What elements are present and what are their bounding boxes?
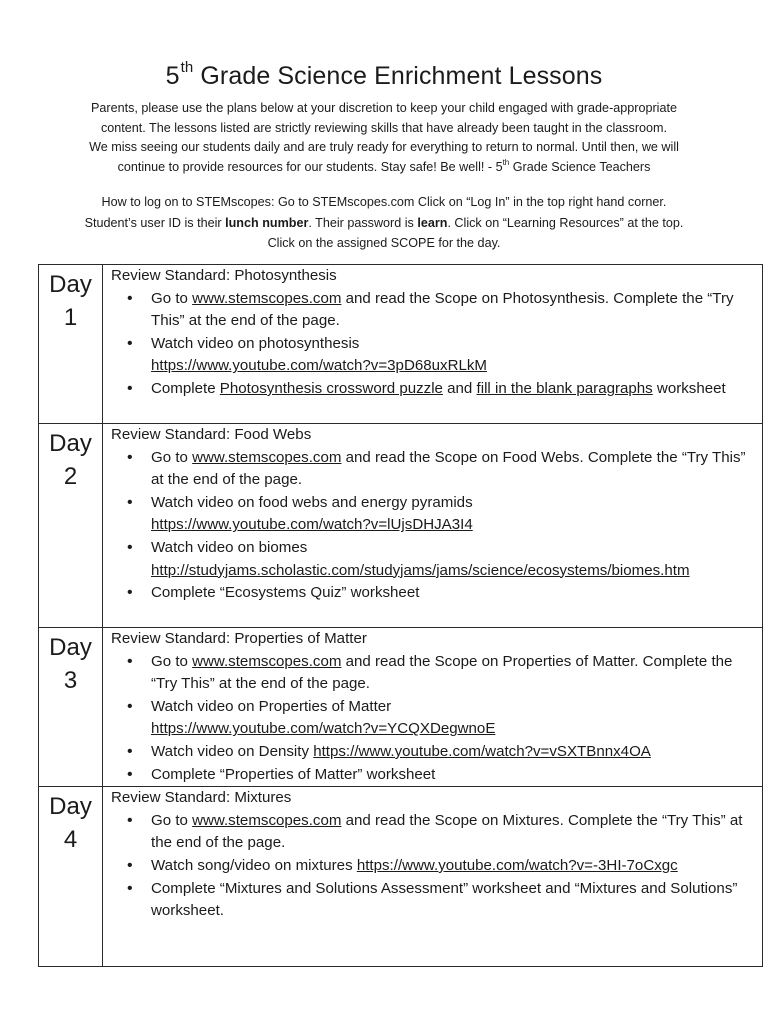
stemscopes-link[interactable]: www.stemscopes.com: [192, 811, 342, 829]
mixtures-video-link[interactable]: https://www.youtube.com/watch?v=-3HI-7oCxgc: [356, 856, 678, 874]
list-item: • Watch video on biomes http://studyjams.scholastic.com/studyjams/jams/science/ecosystems/biomes.htm: [151, 537, 758, 582]
page-title: 5th Grade Science Enrichment Lessons: [165, 59, 603, 90]
table-row: [39, 787, 763, 967]
day-content: [103, 424, 763, 628]
login-instructions: How to log on to STEMscopes: Go to STEMscopes.com Click on “Log In” in the top right hand corner. Student’s user ID is their lunch number. Their password is learn. Click on “Learning Resources” at the top. Click on the assigned SCOPE for the day.: [84, 195, 684, 250]
table-row: [39, 265, 763, 424]
stemscopes-link[interactable]: www.stemscopes.com: [192, 289, 342, 307]
intro-paragraph: Parents, please use the plans below at your discretion to keep your child engaged with grade-appropriate content. The lessons listed are strictly reviewing skills that have already been taught in the classroom. We miss seeing our students daily and are truly ready for everything to return to normal. Until then, we will continue to provide resources for our students. Stay safe! Be well! - 5th Grade Science Teachers: [89, 101, 679, 174]
video-link[interactable]: https://www.youtube.com/watch?v=YCQXDegwnoE: [151, 720, 496, 738]
list-item: • Go to www.stemscopes.com and read the Scope on Photosynthesis. Complete the “Try This” at the end of the page.: [151, 288, 758, 333]
list-item: • Complete “Mixtures and Solutions Assessment” worksheet and “Mixtures and Solutions” worksheet.: [151, 878, 758, 923]
stemscopes-link[interactable]: www.stemscopes.com: [192, 652, 342, 670]
paragraphs-link[interactable]: fill in the blank paragraphs: [476, 379, 653, 397]
video-link[interactable]: https://www.youtube.com/watch?v=lUjsDHJA3I4: [151, 516, 473, 534]
day-content: [103, 265, 763, 424]
day-label: Day 1: [39, 265, 103, 424]
list-item: • Go to www.stemscopes.com and read the Scope on Food Webs. Complete the “Try This” at the end of the page.: [151, 447, 758, 492]
list-item: • Complete “Ecosystems Quiz” worksheet: [151, 582, 758, 605]
day-content: [103, 628, 763, 787]
list-item: • Complete “Properties of Matter” worksheet: [151, 764, 758, 787]
list-item: • Go to www.stemscopes.com and read the Scope on Mixtures. Complete the “Try This” at the end of the page.: [151, 810, 758, 855]
review-standard: Review Standard: Photosynthesis: [111, 267, 337, 284]
table-row: [39, 628, 763, 787]
review-standard: Review Standard: Mixtures: [111, 789, 292, 807]
list-item: • Watch video on photosynthesis https://www.youtube.com/watch?v=3pD68uxRLkM: [151, 333, 758, 378]
biomes-link[interactable]: http://studyjams.scholastic.com/studyjams/jams/science/ecosystems/biomes.htm: [151, 561, 690, 579]
crossword-link[interactable]: Photosynthesis crossword puzzle: [219, 379, 443, 397]
list-item: • Watch video on Properties of Matter https://www.youtube.com/watch?v=YCQXDegwnoE: [151, 696, 758, 741]
list-item: • Complete Photosynthesis crossword puzzle and fill in the blank paragraphs worksheet: [151, 378, 758, 401]
stemscopes-link[interactable]: www.stemscopes.com: [192, 448, 342, 466]
table-row: [39, 424, 763, 628]
lesson-table: [38, 264, 763, 967]
day-content: [103, 787, 763, 967]
review-standard: Review Standard: Food Webs: [111, 426, 312, 443]
list-item: • Watch song/video on mixtures https://www.youtube.com/watch?v=-3HI-7oCxgc: [151, 855, 758, 878]
review-standard: Review Standard: Properties of Matter: [111, 630, 367, 647]
day-label: Day 2: [39, 424, 103, 628]
list-item: • Watch video on food webs and energy pyramids https://www.youtube.com/watch?v=lUjsDHJA3I4: [151, 492, 758, 537]
day-label: Day 4: [39, 787, 103, 967]
video-link[interactable]: https://www.youtube.com/watch?v=3pD68uxRLkM: [151, 357, 487, 375]
day-label: Day 3: [39, 628, 103, 787]
list-item: • Watch video on Density https://www.youtube.com/watch?v=vSXTBnnx4OA: [151, 741, 758, 764]
density-video-link[interactable]: https://www.youtube.com/watch?v=vSXTBnnx4OA: [313, 742, 651, 760]
list-item: • Go to www.stemscopes.com and read the Scope on Properties of Matter. Complete the “Try This” at the end of the page.: [151, 651, 758, 696]
